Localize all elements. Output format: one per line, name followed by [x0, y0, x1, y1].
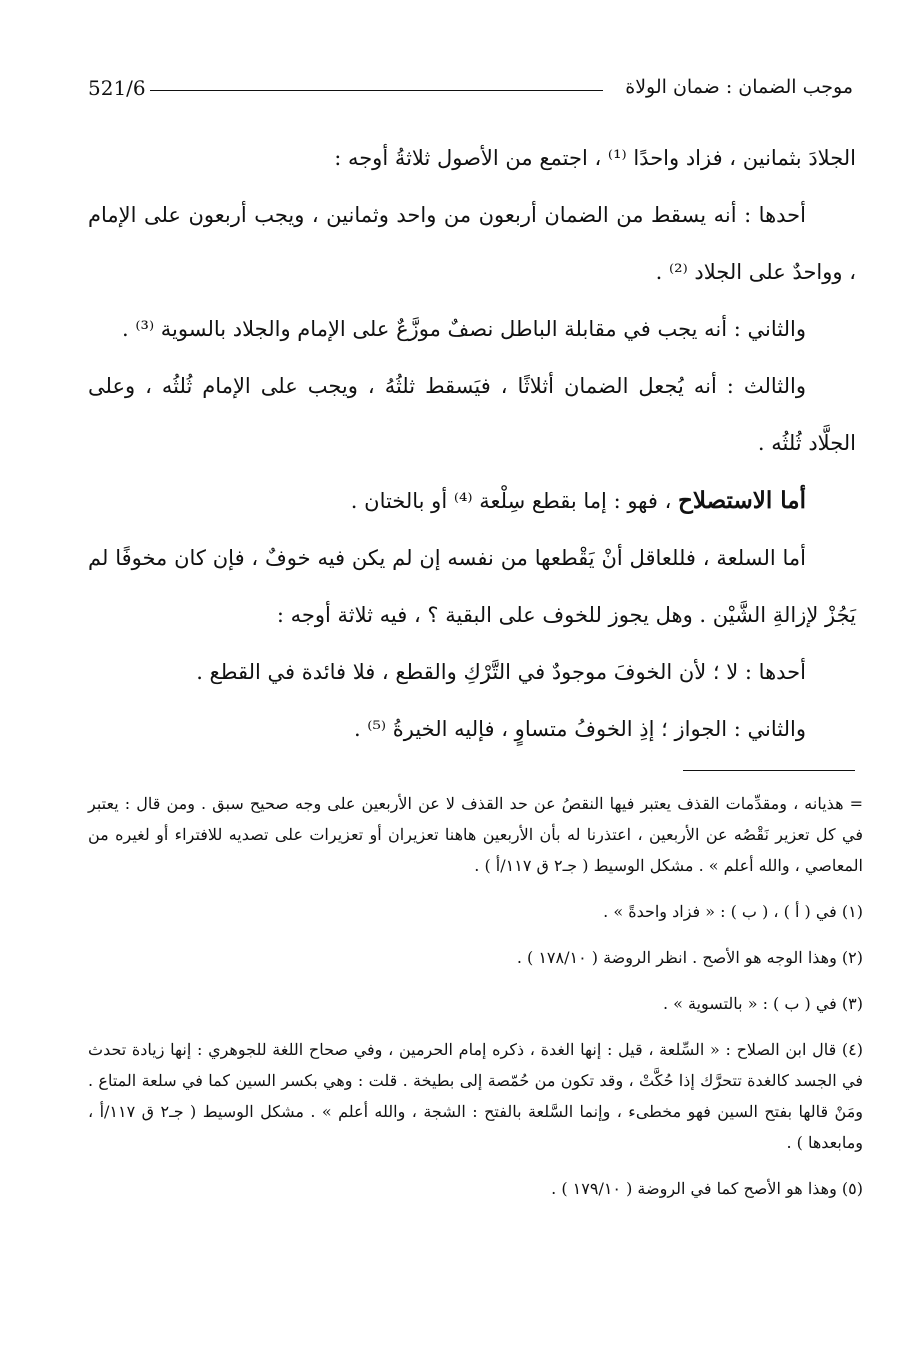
footnote-1: (١) في ( أ ) ، ( ب ) : « فزاد واحدةً » . — [603, 902, 863, 921]
paragraph-5 — [88, 472, 856, 530]
footnotes — [88, 788, 863, 1204]
page-reference: 521/6 — [88, 76, 146, 100]
paragraph-1: الجلادَ بثمانين ، فزاد واحدًا ⁽¹⁾ ، اجتمع من الأصول ثلاثةُ أوجه : — [334, 146, 856, 170]
running-header — [88, 76, 853, 106]
paragraph-7: أحدها : لا ؛ لأن الخوفَ موجودٌ في التَّرْكِ والقطع ، فلا فائدة في القطع . — [196, 660, 806, 684]
paragraph-4: والثالث : أنه يُجعل الضمان أثلاثًا ، فيَسقط ثلثُهُ ، ويجب على الإمام ثُلثُه ، وعلى الجلَّاد ثُلثُه . — [88, 374, 856, 455]
footnote-5: (٥) وهذا هو الأصح كما في الروضة ( ١٧٩/١٠ ) . — [551, 1179, 863, 1198]
paragraph-6: أما السلعة ، فللعاقل أنْ يَقْطعها من نفسه إن لم يكن فيه خوفٌ ، فإن كان مخوفًا لم يَجُزْ لإزالةِ الشَّيْن . وهل يجوز للخوف على البقية ؟ ، فيه ثلاثة أوجه : — [88, 546, 856, 627]
footnote-continuation: = هذيانه ، ومقدِّمات القذف يعتبر فيها النقصُ عن حد القذف لا عن الأربعين على وجه صحيح سبق . ومن قال : يعتبر في كل تعزير نَقْصُه عن الأربعين ، اعتذرنا له بأن الأربعين هاهنا تعزيران أو تعزيرات على تصديه للافتراء أو لغيره من المعاصي ، والله أعلم » . مشكل الوسيط ( جـ٢ ق ١١٧/أ ) . — [88, 794, 863, 875]
section-heading: أما الاستصلاح — [678, 487, 806, 514]
footnote-3: (٣) في ( ب ) : « بالتسوية » . — [662, 994, 863, 1013]
header-title: موجب الضمان : ضمان الولاة — [625, 76, 853, 98]
paragraph-8: والثاني : الجواز ؛ إذِ الخوفُ متساوٍ ، فإليه الخيرةُ ⁽⁵⁾ . — [353, 717, 806, 741]
footnote-separator — [683, 770, 855, 771]
footnote-4: (٤) قال ابن الصلاح : « السِّلعة ، قيل : إنها الغدة ، ذكره إمام الحرمين ، وفي صحاح اللغة للجوهري : إنها زيادة تحدث في الجسد كالغدة تتحرَّك إذا حُكَّتْ ، وقد تكون من حُمّصة إلى بطيخة . قلت : وهي بكسر السين كما في سلعة المتاع . ومَنْ قالها بفتح السين فهو مخطىء ، وإنما السَّلعة بالفتح : الشجة ، والله أعلم » . مشكل الوسيط ( جـ٢ ق ١١٧/أ ، ومابعدها ) . — [88, 1040, 863, 1152]
footnote-2: (٢) وهذا الوجه هو الأصح . انظر الروضة ( ١٧٨/١٠ ) . — [516, 948, 863, 967]
paragraph-5-text: ، فهو : إما بقطع سِلْعة ⁽⁴⁾ أو بالختان . — [350, 489, 679, 513]
main-text — [88, 130, 856, 758]
paragraph-2: أحدها : أنه يسقط من الضمان أربعون من واحد وثمانين ، ويجب أربعون على الإمام ، وواحدٌ على الجلاد ⁽²⁾ . — [88, 203, 856, 284]
header-rule — [150, 90, 603, 91]
paragraph-3: والثاني : أنه يجب في مقابلة الباطل نصفٌ موزَّعٌ على الإمام والجلاد بالسوية ⁽³⁾ . — [122, 317, 806, 341]
